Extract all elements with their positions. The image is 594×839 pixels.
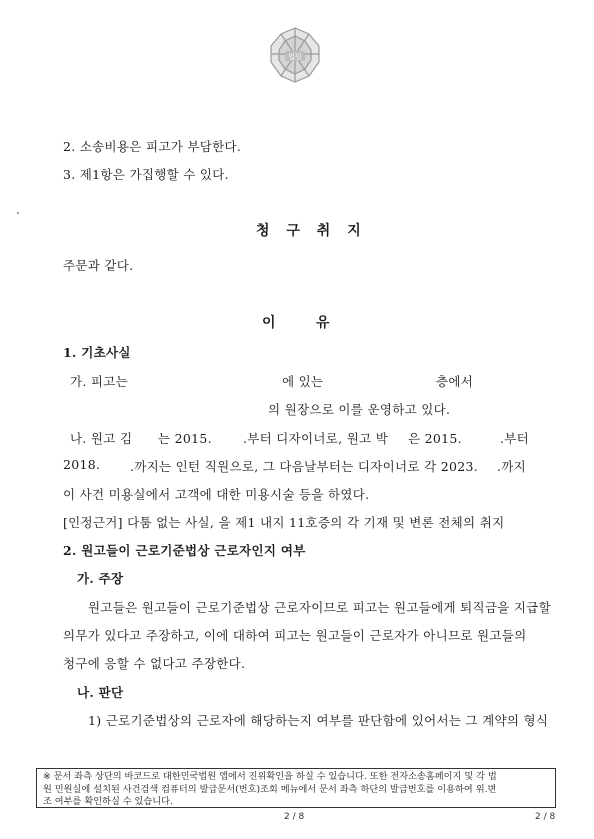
fact-b-part-d: 은 2015. xyxy=(408,431,462,446)
claim-text: 주문과 같다. xyxy=(63,258,134,273)
section2-title: 2. 원고들이 근로기준법상 근로자인지 여부 xyxy=(63,543,306,558)
page-number-right: 2 / 8 xyxy=(535,812,556,822)
claim-line-2: 의무가 있다고 주장하고, 이에 대하여 피고는 원고들이 근로자가 아니므로 원고들의 xyxy=(63,628,527,643)
notice-line-3: 조 여부를 확인하실 수 있습니다. xyxy=(43,796,173,807)
reasons-heading-right: 유 xyxy=(316,315,336,331)
notice-line-2: 원 민원실에 설치된 사건검색 컴퓨터의 발급문서(번호)조회 메뉴에서 문서 좌측 하단의 발급번호를 이용하여 위.변 xyxy=(43,783,497,795)
fact-a-line2: 의 원장으로 이를 운영하고 있다. xyxy=(268,402,451,417)
order-item-3: 3. 제1항은 가집행할 수 있다. xyxy=(63,167,229,182)
margin-mark xyxy=(17,212,19,214)
fact-b-line2-c: .까지 xyxy=(497,459,527,474)
section1-title: 1. 기초사실 xyxy=(63,345,131,360)
evidence-line: [인정근거] 다툼 없는 사실, 을 제1 내지 11호증의 각 기재 및 변론 전체의 취지 xyxy=(63,515,505,530)
judgment-line-1: 1) 근로기준법상의 근로자에 해당하는지 여부를 판단함에 있어서는 그 계약의 형식 xyxy=(88,713,549,728)
claim-heading: 청 구 취 지 xyxy=(256,223,367,239)
fact-a-end: 층에서 xyxy=(436,374,474,389)
notice-line-1: ※ 문서 좌측 상단의 바코드로 대한민국법원 앱에서 진위확인을 하실 수 있습니다. 또한 전자소송홈페이지 및 각 법 xyxy=(43,771,497,782)
reasons-heading-left: 이 xyxy=(262,315,282,331)
fact-a-mid: 에 있는 xyxy=(282,374,324,389)
fact-a-label: 가. 피고는 xyxy=(70,374,129,389)
emblem-label: 법원 xyxy=(288,53,302,61)
claim-line-3: 청구에 응할 수 없다고 주장한다. xyxy=(63,656,246,671)
judgment-subtitle: 나. 판단 xyxy=(77,685,124,700)
fact-b-part-e: .부터 xyxy=(500,431,530,446)
page-number-center: 2 / 8 xyxy=(284,812,305,822)
authenticity-notice xyxy=(36,768,556,808)
fact-b-part-a: 나. 원고 김 xyxy=(70,431,133,446)
claim-line-1: 원고들은 원고들이 근로기준법상 근로자이므로 피고는 원고들에게 퇴직금을 지급할 xyxy=(88,600,552,615)
fact-b-part-b: 는 2015. xyxy=(158,431,212,446)
fact-b-line2-b: .까지는 인턴 직원으로, 그 다음날부터는 디자이너로 각 2023. xyxy=(130,459,478,474)
fact-b-line2-a: 2018. xyxy=(63,457,101,472)
court-emblem-icon xyxy=(259,24,331,92)
fact-b-part-c: .부터 디자이너로, 원고 박 xyxy=(243,431,389,446)
claim-subtitle: 가. 주장 xyxy=(77,571,124,586)
fact-b-line3: 이 사건 미용실에서 고객에 대한 미용시술 등을 하였다. xyxy=(63,487,370,502)
order-item-2: 2. 소송비용은 피고가 부담한다. xyxy=(63,139,242,154)
